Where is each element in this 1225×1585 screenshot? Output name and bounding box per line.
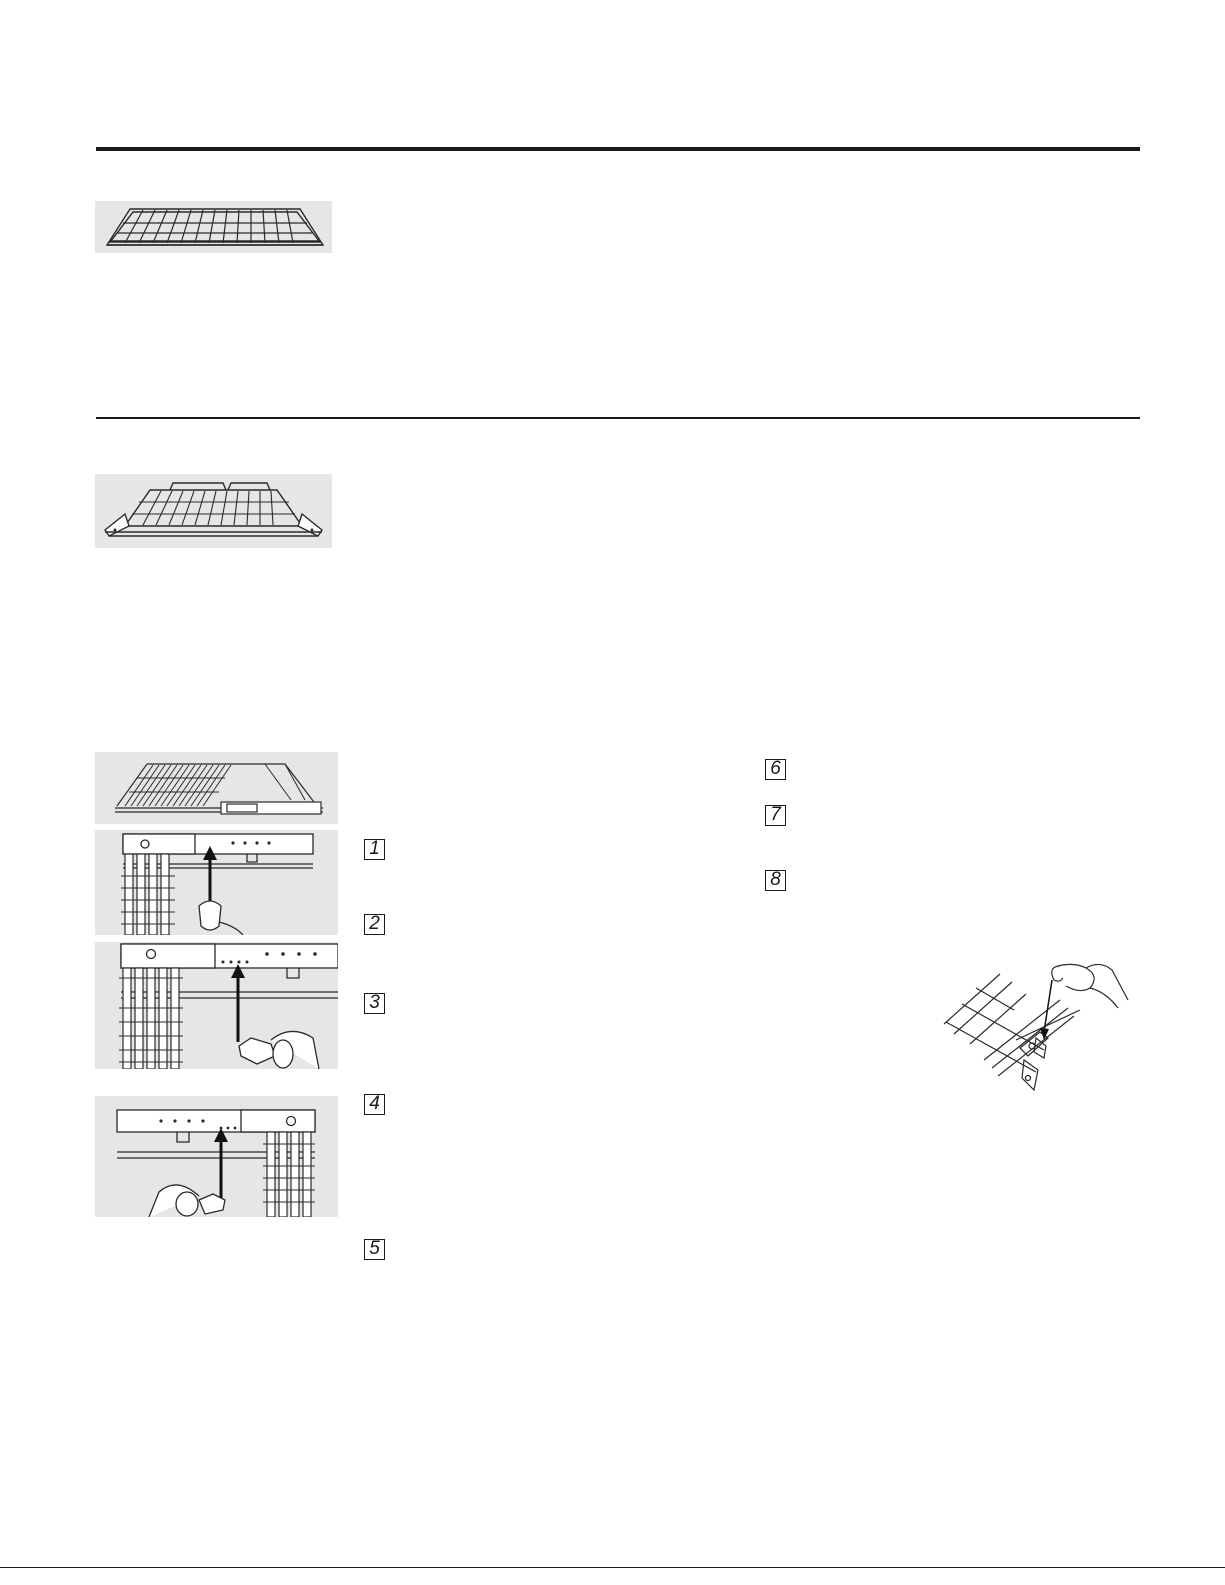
step-number-2: 2 — [364, 914, 385, 935]
section-rule-top — [96, 147, 1140, 151]
step-number-8: 8 — [765, 870, 786, 891]
extension-rack-illustration — [95, 474, 332, 548]
step-number-3: 3 — [364, 993, 385, 1014]
step-number-6: 6 — [765, 759, 786, 780]
step-number-5: 5 — [364, 1239, 385, 1260]
rail-lubrication-detail-1 — [95, 830, 338, 935]
step-number-7: 7 — [765, 805, 786, 826]
rail-lubrication-detail-2 — [95, 942, 338, 1069]
step-number-1: 1 — [364, 839, 385, 860]
rail-oiling-line-drawing — [940, 960, 1130, 1100]
rail-lubrication-detail-3 — [95, 1096, 338, 1217]
step-number-4: 4 — [364, 1094, 385, 1115]
extension-rack-open-illustration — [95, 752, 338, 824]
section-rule-middle — [96, 417, 1140, 419]
page-bottom-rule — [0, 1567, 1225, 1568]
flat-rack-illustration — [95, 201, 332, 253]
